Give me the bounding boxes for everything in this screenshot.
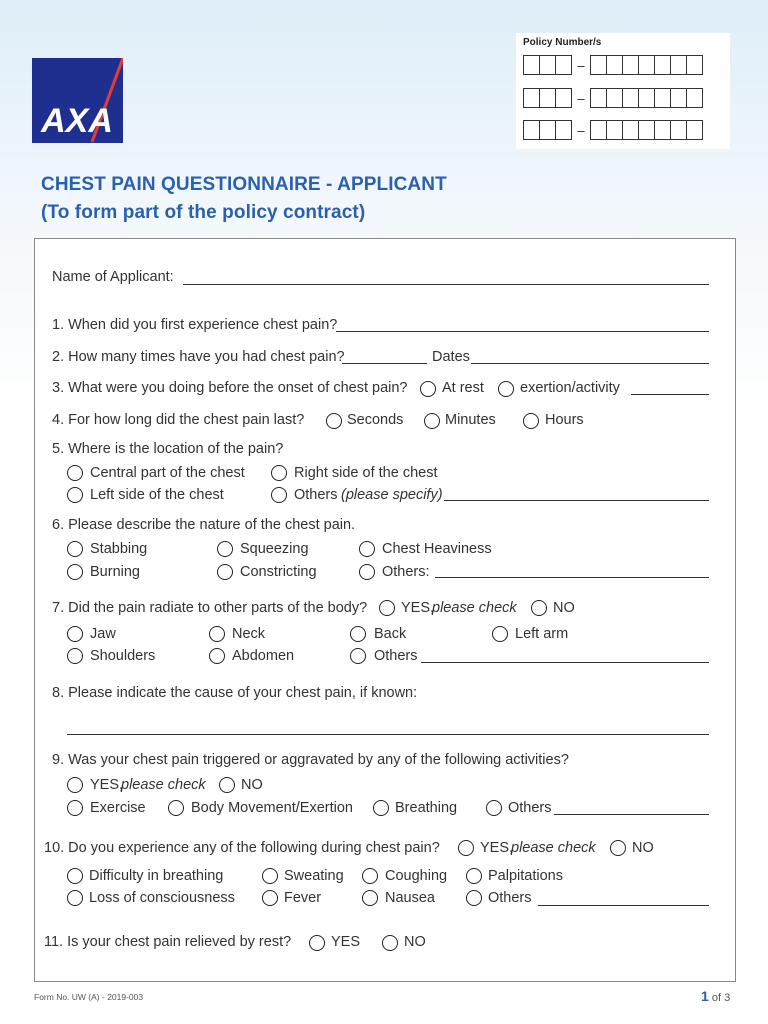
q6-squeezing-label: Squeezing bbox=[240, 541, 309, 557]
q10-yes-label: YES, bbox=[480, 840, 514, 856]
q7-yes-label: YES, bbox=[401, 600, 435, 616]
q7-no-label: NO bbox=[553, 600, 575, 616]
q5-others-radio[interactable] bbox=[271, 487, 287, 503]
q6-constricting-label: Constricting bbox=[240, 564, 317, 580]
q5-left-label: Left side of the chest bbox=[90, 487, 224, 503]
q9-others-radio[interactable] bbox=[486, 800, 502, 816]
q1-text: 1. When did you first experience chest pain? bbox=[52, 317, 338, 333]
q5-central-label: Central part of the chest bbox=[90, 465, 245, 481]
q10-palpitations-radio[interactable] bbox=[466, 868, 482, 884]
q4-hours-label: Hours bbox=[545, 412, 584, 428]
q10-text: 10. Do you experience any of the following during chest pain? bbox=[44, 840, 440, 856]
q5-others-note: (please specify) bbox=[341, 487, 443, 503]
q11-no-label: NO bbox=[404, 934, 426, 950]
q10-coughing-radio[interactable] bbox=[362, 868, 378, 884]
q10-sweating-label: Sweating bbox=[284, 868, 344, 884]
q9-breathing-label: Breathing bbox=[395, 800, 458, 816]
q4-seconds-label: Seconds bbox=[347, 412, 404, 428]
q10-fever-label: Fever bbox=[284, 890, 322, 906]
q10-others-label: Others bbox=[488, 890, 532, 906]
q6-stabbing-label: Stabbing bbox=[90, 541, 148, 557]
q8-answer-field[interactable] bbox=[67, 734, 709, 735]
q4-minutes-label: Minutes bbox=[445, 412, 496, 428]
q10-fever-radio[interactable] bbox=[262, 890, 278, 906]
q10-others-field[interactable] bbox=[538, 905, 709, 906]
q7-others-radio[interactable] bbox=[350, 648, 366, 664]
q9-yes-label: YES, bbox=[90, 777, 124, 793]
questionnaire-form bbox=[34, 238, 736, 982]
q7-yes-note: please check bbox=[432, 600, 517, 616]
page-subtitle: (To form part of the policy contract) bbox=[41, 202, 366, 223]
q7-abdomen-label: Abdomen bbox=[232, 648, 295, 664]
q7-shoulders-label: Shoulders bbox=[90, 648, 156, 664]
q5-right-label: Right side of the chest bbox=[294, 465, 438, 481]
q2-dates-label: Dates bbox=[432, 349, 470, 365]
q9-yes-radio[interactable] bbox=[67, 777, 83, 793]
q10-no-radio[interactable] bbox=[610, 840, 626, 856]
q7-no-radio[interactable] bbox=[531, 600, 547, 616]
q6-burning-radio[interactable] bbox=[67, 564, 83, 580]
q11-text: 11. Is your chest pain relieved by rest? bbox=[44, 934, 292, 950]
q7-others-label: Others bbox=[374, 648, 418, 664]
q7-back-label: Back bbox=[374, 626, 407, 642]
q6-text: 6. Please describe the nature of the chest pain. bbox=[52, 517, 356, 533]
q9-body-movement-radio[interactable] bbox=[168, 800, 184, 816]
q9-exercise-radio[interactable] bbox=[67, 800, 83, 816]
q3-at-rest-radio[interactable] bbox=[420, 381, 436, 397]
q2-times-field[interactable] bbox=[342, 363, 427, 364]
q10-nausea-label: Nausea bbox=[385, 890, 435, 906]
page-total: of 3 bbox=[711, 992, 731, 1004]
q9-body-movement-label: Body Movement/Exertion bbox=[191, 800, 353, 816]
q2-dates-field[interactable] bbox=[471, 363, 709, 364]
q9-others-label: Others bbox=[508, 800, 552, 816]
q7-shoulders-radio[interactable] bbox=[67, 648, 83, 664]
q7-text: 7. Did the pain radiate to other parts of the body? bbox=[52, 600, 368, 616]
q7-back-radio[interactable] bbox=[350, 626, 366, 642]
q7-jaw-radio[interactable] bbox=[67, 626, 83, 642]
q9-exercise-label: Exercise bbox=[90, 800, 146, 816]
q9-no-label: NO bbox=[241, 777, 263, 793]
q7-abdomen-radio[interactable] bbox=[209, 648, 225, 664]
page-current: 1 bbox=[701, 988, 709, 1004]
q5-left-radio[interactable] bbox=[67, 487, 83, 503]
q2-text: 2. How many times have you had chest pain? bbox=[52, 349, 345, 365]
policy-number-box bbox=[516, 33, 730, 149]
form-number: Form No. UW (A) - 2019-003 bbox=[34, 992, 144, 1002]
q10-loss-consciousness-label: Loss of consciousness bbox=[89, 890, 235, 906]
q11-no-radio[interactable] bbox=[382, 935, 398, 951]
q9-breathing-radio[interactable] bbox=[373, 800, 389, 816]
q6-burning-label: Burning bbox=[90, 564, 140, 580]
policy-number-label: Policy Number/s bbox=[523, 37, 602, 48]
q4-text: 4. For how long did the chest pain last? bbox=[52, 412, 305, 428]
q10-difficulty-breathing-radio[interactable] bbox=[67, 868, 83, 884]
q6-others-radio[interactable] bbox=[359, 564, 375, 580]
q3-exertion-field[interactable] bbox=[631, 394, 709, 395]
q9-text: 9. Was your chest pain triggered or aggravated by any of the following activities? bbox=[52, 752, 569, 768]
applicant-name-label: Name of Applicant: bbox=[52, 269, 174, 285]
q6-others-label: Others: bbox=[382, 564, 430, 580]
q7-others-field[interactable] bbox=[421, 662, 709, 663]
q4-seconds-radio[interactable] bbox=[326, 413, 342, 429]
q10-yes-radio[interactable] bbox=[458, 840, 474, 856]
q7-neck-label: Neck bbox=[232, 626, 266, 642]
policy-number-row[interactable]: – bbox=[523, 119, 703, 141]
q10-others-radio[interactable] bbox=[466, 890, 482, 906]
q6-heaviness-label: Chest Heaviness bbox=[382, 541, 492, 557]
q3-exertion-radio[interactable] bbox=[498, 381, 514, 397]
logo-text: AXA bbox=[41, 102, 113, 140]
q9-no-radio[interactable] bbox=[219, 777, 235, 793]
q7-jaw-label: Jaw bbox=[90, 626, 116, 642]
q4-minutes-radio[interactable] bbox=[424, 413, 440, 429]
q10-nausea-radio[interactable] bbox=[362, 890, 378, 906]
q3-text: 3. What were you doing before the onset of chest pain? bbox=[52, 380, 408, 396]
q11-yes-label: YES bbox=[331, 934, 361, 950]
q6-others-field[interactable] bbox=[435, 577, 709, 578]
policy-number-row[interactable]: – bbox=[523, 87, 703, 109]
q6-squeezing-radio[interactable] bbox=[217, 541, 233, 557]
q5-central-radio[interactable] bbox=[67, 465, 83, 481]
q5-text: 5. Where is the location of the pain? bbox=[52, 441, 284, 457]
q7-yes-radio[interactable] bbox=[379, 600, 395, 616]
q10-coughing-label: Coughing bbox=[385, 868, 448, 884]
q7-left-arm-label: Left arm bbox=[515, 626, 569, 642]
applicant-name-field[interactable] bbox=[183, 284, 709, 285]
q10-yes-note: please check bbox=[511, 840, 596, 856]
q9-others-field[interactable] bbox=[554, 814, 709, 815]
q3-at-rest-label: At rest bbox=[442, 380, 484, 396]
q5-others-field[interactable] bbox=[444, 500, 709, 501]
q5-others-label: Others bbox=[294, 487, 338, 503]
q4-hours-radio[interactable] bbox=[523, 413, 539, 429]
q11-yes-radio[interactable] bbox=[309, 935, 325, 951]
q7-left-arm-radio[interactable] bbox=[492, 626, 508, 642]
q3-exertion-label: exertion/activity bbox=[520, 380, 620, 396]
q10-palpitations-label: Palpitations bbox=[488, 868, 563, 884]
q8-text: 8. Please indicate the cause of your chest pain, if known: bbox=[52, 685, 418, 701]
axa-logo bbox=[32, 58, 123, 143]
q10-sweating-radio[interactable] bbox=[262, 868, 278, 884]
page-number bbox=[701, 988, 730, 1004]
policy-number-row[interactable]: – bbox=[523, 54, 703, 76]
q10-loss-consciousness-radio[interactable] bbox=[67, 890, 83, 906]
page-title: CHEST PAIN QUESTIONNAIRE - APPLICANT bbox=[41, 174, 447, 195]
q9-yes-note: please check bbox=[121, 777, 206, 793]
q1-answer-field[interactable] bbox=[336, 331, 709, 332]
q10-no-label: NO bbox=[632, 840, 654, 856]
q6-constricting-radio[interactable] bbox=[217, 564, 233, 580]
q5-right-radio[interactable] bbox=[271, 465, 287, 481]
q6-stabbing-radio[interactable] bbox=[67, 541, 83, 557]
q7-neck-radio[interactable] bbox=[209, 626, 225, 642]
q10-difficulty-breathing-label: Difficulty in breathing bbox=[89, 868, 224, 884]
q6-heaviness-radio[interactable] bbox=[359, 541, 375, 557]
